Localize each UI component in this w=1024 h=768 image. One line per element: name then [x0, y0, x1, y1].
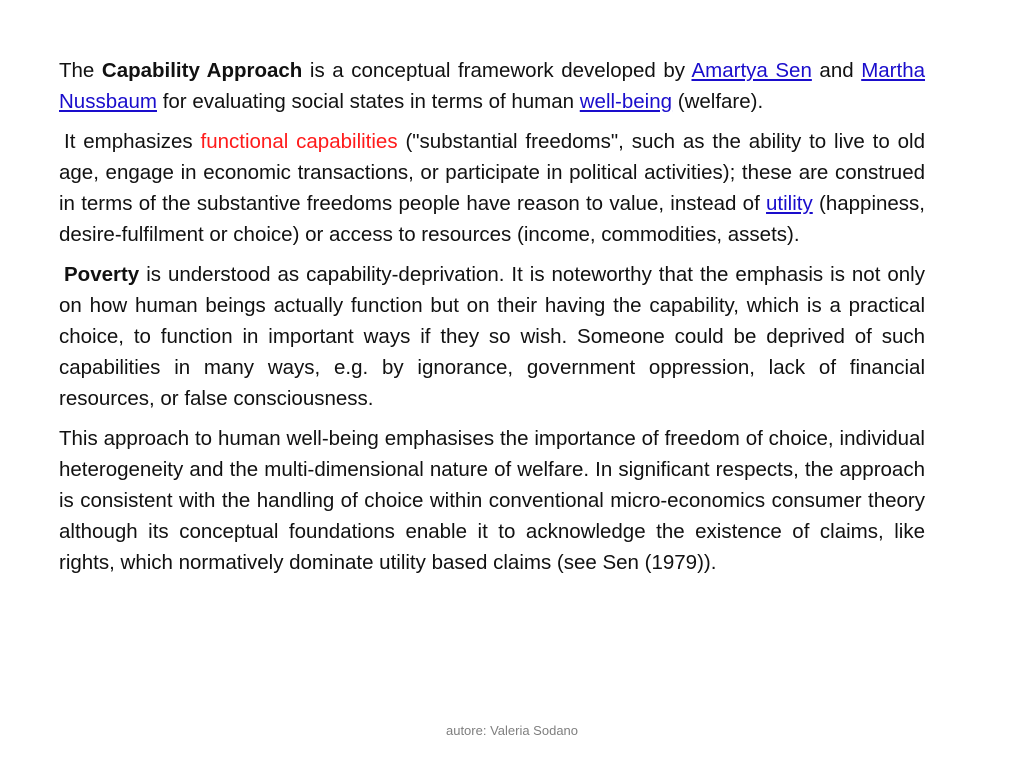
paragraph-text: is understood as capability-deprivation. It is noteworthy that the emphasis is not only on how human beings actually function but on their having the capability, which is a practical choice, to function in important ways if they so wish. Someone could be deprived of such capabilities in many ways, e.g. by ignorance, government oppression, lack of financial resources, or false consciousness.	[59, 263, 925, 410]
paragraph-text: for evaluating social states in terms of human	[157, 90, 580, 113]
paragraph-text: ("substantial freedoms", such as the ability to live to old age, engage in economic transactions, or participate in political activities); these are construed in terms of the substantive freedoms people have reason to value, instead of	[59, 130, 925, 215]
slide-body	[59, 55, 925, 587]
paragraph-text: is a conceptual framework developed by	[302, 59, 692, 82]
paragraph-poverty	[59, 259, 925, 414]
link-well-being[interactable]: well-being	[579, 90, 673, 113]
footer-author: autore: Valeria Sodano	[445, 723, 579, 738]
term-functional-capabilities: functional capabilities	[200, 130, 398, 153]
paragraph-capability-approach	[59, 55, 925, 117]
paragraph-text: This approach to human well-being emphasises the importance of freedom of choice, individual heterogeneity and the multi-dimensional nature of welfare. In significant respects, the approach is consistent with the handling of choice within conventional micro-economics consumer theory although its conceptual foundations enable it to acknowledge the existence of claims, like rights, which normatively dominate utility based claims (see Sen (1979)).	[59, 427, 925, 574]
paragraph-approach-summary	[59, 423, 925, 578]
paragraph-functional-capabilities	[59, 126, 925, 250]
paragraph-text: The	[59, 59, 102, 82]
paragraph-text: and	[811, 59, 862, 82]
paragraph-text: (welfare).	[672, 90, 764, 113]
paragraph-text: It emphasizes	[64, 130, 201, 153]
term-poverty: Poverty	[64, 263, 140, 286]
link-martha-nussbaum[interactable]: Martha Nussbaum	[59, 59, 926, 113]
link-amartya-sen[interactable]: Amartya Sen	[691, 59, 812, 82]
link-utility[interactable]: utility	[766, 192, 813, 215]
paragraph-text: (happiness, desire-fulfilment or choice) or access to resources (income, commodities, assets).	[59, 192, 925, 246]
term-capability-approach: Capability Approach	[101, 59, 303, 82]
